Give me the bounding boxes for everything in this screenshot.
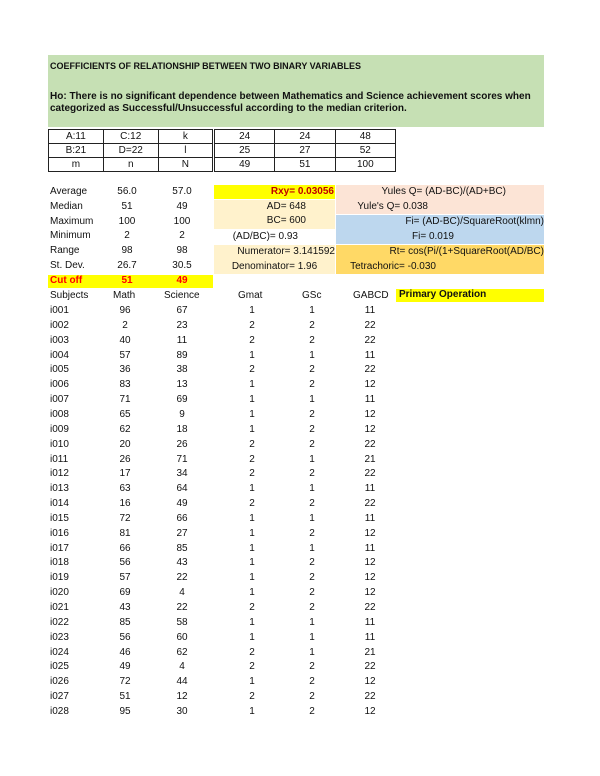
gsc-group: 2 xyxy=(309,334,315,346)
counts-cell: 24 xyxy=(275,130,335,144)
table-row xyxy=(0,350,600,364)
stat-label: Minimum xyxy=(50,230,91,242)
letters-cell: n xyxy=(103,158,158,172)
science-score: 27 xyxy=(176,527,188,539)
counts-cell: 24 xyxy=(215,130,275,144)
gmat-group: 2 xyxy=(249,438,255,450)
gmat-group: 2 xyxy=(249,319,255,331)
tetrachoric-value: Tetrachoric= -0.030 xyxy=(350,261,436,272)
counts-cell: 27 xyxy=(275,144,335,158)
gmat-group: 1 xyxy=(249,349,255,361)
subject-id: i002 xyxy=(50,319,69,331)
gsc-group: 2 xyxy=(309,587,315,599)
gsc-group: 2 xyxy=(309,319,315,331)
subject-id: i023 xyxy=(50,631,69,643)
gabcd-code: 11 xyxy=(364,616,376,628)
counts-cell: 25 xyxy=(215,144,275,158)
letters-cell: B:21 xyxy=(49,144,104,158)
table-row xyxy=(0,498,600,512)
header-gabcd: GABCD xyxy=(353,290,389,301)
gmat-group: 2 xyxy=(249,334,255,346)
bc-value: BC= 600 xyxy=(266,215,306,226)
stat-label: Maximum xyxy=(50,215,94,227)
header-subjects: Subjects xyxy=(50,290,89,301)
table-row xyxy=(0,409,600,423)
letters-row xyxy=(49,144,213,158)
gmat-group: 1 xyxy=(249,512,255,524)
science-score: 89 xyxy=(176,349,188,361)
gsc-group: 2 xyxy=(309,423,315,435)
gmat-group: 1 xyxy=(249,527,255,539)
letters-cell: D=22 xyxy=(103,144,158,158)
stat-math: 2 xyxy=(124,230,130,242)
gabcd-code: 11 xyxy=(364,631,376,643)
gabcd-code: 22 xyxy=(364,602,376,613)
science-score: 38 xyxy=(176,364,188,376)
gabcd-code: 12 xyxy=(364,587,376,599)
gmat-group: 1 xyxy=(249,408,255,420)
contingency-table-counts xyxy=(214,129,396,172)
table-row xyxy=(0,617,600,631)
header-gsc: GSc xyxy=(302,290,322,301)
table-row xyxy=(0,572,600,586)
gabcd-code: 11 xyxy=(364,542,376,554)
gmat-group: 1 xyxy=(249,305,255,316)
gmat-group: 2 xyxy=(249,468,255,480)
subject-id: i017 xyxy=(50,542,69,554)
gsc-group: 2 xyxy=(309,705,315,717)
math-score: 85 xyxy=(119,616,131,628)
counts-row xyxy=(215,144,396,158)
math-score: 57 xyxy=(119,572,131,584)
letters-row xyxy=(49,130,213,144)
stat-label: Median xyxy=(50,200,83,212)
subject-id: i028 xyxy=(50,705,69,717)
science-score: 12 xyxy=(176,691,188,703)
numerator-value: Numerator= 3.141592 xyxy=(237,246,335,257)
subject-id: i020 xyxy=(50,587,69,599)
gmat-group: 1 xyxy=(249,379,255,391)
subject-id: i004 xyxy=(50,349,69,361)
table-row xyxy=(0,557,600,571)
science-score: 71 xyxy=(176,453,188,465)
stat-math: 26.7 xyxy=(117,260,137,271)
table-row xyxy=(0,691,600,705)
science-score: 34 xyxy=(176,468,188,480)
gabcd-code: 22 xyxy=(364,319,376,331)
gabcd-code: 12 xyxy=(364,423,376,435)
science-score: 58 xyxy=(176,616,188,628)
science-score: 67 xyxy=(176,305,188,316)
gmat-group: 1 xyxy=(249,616,255,628)
table-row xyxy=(0,379,600,393)
subject-id: i007 xyxy=(50,394,69,406)
table-row xyxy=(0,543,600,557)
math-score: 49 xyxy=(119,661,131,673)
subject-id: i011 xyxy=(50,453,69,465)
math-score: 16 xyxy=(119,498,131,510)
gmat-group: 1 xyxy=(249,394,255,406)
gabcd-code: 12 xyxy=(364,408,376,420)
table-row xyxy=(0,513,600,527)
header-science: Science xyxy=(164,290,200,301)
science-score: 44 xyxy=(176,676,188,688)
table-row xyxy=(0,528,600,542)
stat-math: 98 xyxy=(121,245,133,257)
gmat-group: 1 xyxy=(249,676,255,688)
gabcd-code: 22 xyxy=(364,498,376,510)
subject-id: i022 xyxy=(50,616,69,628)
gabcd-code: 12 xyxy=(364,557,376,569)
math-score: 83 xyxy=(119,379,131,391)
counts-cell: 100 xyxy=(335,158,395,172)
gmat-group: 2 xyxy=(249,498,255,510)
gabcd-code: 21 xyxy=(364,453,376,465)
subject-id: i027 xyxy=(50,691,69,703)
table-row xyxy=(0,364,600,378)
table-row xyxy=(0,305,600,319)
gabcd-code: 12 xyxy=(364,572,376,584)
subject-id: i018 xyxy=(50,557,69,569)
science-score: 30 xyxy=(176,705,188,717)
gmat-group: 1 xyxy=(249,631,255,643)
gsc-group: 2 xyxy=(309,691,315,703)
gsc-group: 1 xyxy=(309,453,315,465)
gabcd-code: 11 xyxy=(364,394,376,406)
gabcd-code: 11 xyxy=(364,349,376,361)
science-score: 49 xyxy=(176,498,188,510)
subject-id: i009 xyxy=(50,423,69,435)
math-score: 81 xyxy=(119,527,131,539)
gabcd-code: 11 xyxy=(364,483,376,495)
cutoff-label: Cut off xyxy=(50,275,83,286)
stat-science: 49 xyxy=(176,200,188,212)
subject-id: i025 xyxy=(50,661,69,673)
table-row xyxy=(0,647,600,661)
table-row xyxy=(0,335,600,349)
table-row xyxy=(0,632,600,646)
gabcd-code: 11 xyxy=(364,512,376,524)
stat-label: Average xyxy=(50,186,88,197)
gsc-group: 2 xyxy=(309,661,315,673)
subject-id: i005 xyxy=(50,364,69,376)
gsc-group: 2 xyxy=(309,364,315,376)
counts-cell: 51 xyxy=(275,158,335,172)
science-score: 13 xyxy=(176,379,188,391)
gabcd-code: 12 xyxy=(364,705,376,717)
math-score: 66 xyxy=(119,542,131,554)
counts-cell: 48 xyxy=(335,130,395,144)
gsc-group: 1 xyxy=(309,305,315,316)
subject-id: i013 xyxy=(50,483,69,495)
gabcd-code: 12 xyxy=(364,379,376,391)
gmat-group: 1 xyxy=(249,705,255,717)
gsc-group: 2 xyxy=(309,438,315,450)
stat-math: 100 xyxy=(118,215,136,227)
gabcd-code: 12 xyxy=(364,676,376,688)
gsc-group: 2 xyxy=(309,676,315,688)
primary-operation-label: Primary Operation xyxy=(396,289,544,302)
denominator-value: Denominator= 1.96 xyxy=(231,261,318,272)
math-score: 40 xyxy=(119,334,131,346)
ad-value: AD= 648 xyxy=(266,201,306,212)
counts-row xyxy=(215,158,396,172)
yules-value: Yule's Q= 0.038 xyxy=(357,201,428,212)
gsc-group: 2 xyxy=(309,572,315,584)
math-score: 43 xyxy=(119,602,131,613)
gabcd-code: 22 xyxy=(364,661,376,673)
math-score: 72 xyxy=(119,512,131,524)
math-score: 96 xyxy=(119,305,131,316)
gabcd-code: 22 xyxy=(364,334,376,346)
gsc-group: 1 xyxy=(309,616,315,628)
table-row xyxy=(0,676,600,690)
gabcd-code: 22 xyxy=(364,364,376,376)
table-row xyxy=(0,587,600,601)
math-score: 36 xyxy=(119,364,131,376)
science-score: 22 xyxy=(176,602,188,613)
table-row xyxy=(0,439,600,453)
letters-cell: C:12 xyxy=(103,130,158,144)
table-row xyxy=(0,320,600,334)
stat-math: 51 xyxy=(121,200,133,212)
counts-cell: 52 xyxy=(335,144,395,158)
letters-cell: l xyxy=(158,144,212,158)
gsc-group: 1 xyxy=(309,512,315,524)
gmat-group: 2 xyxy=(249,453,255,465)
table-row xyxy=(0,602,600,616)
science-score: 26 xyxy=(176,438,188,450)
gmat-group: 2 xyxy=(249,661,255,673)
stat-label: Range xyxy=(50,245,80,257)
ad-bc-value: (AD/BC)= 0.93 xyxy=(232,231,298,242)
gsc-group: 1 xyxy=(309,646,315,658)
table-row xyxy=(0,394,600,408)
stat-science: 30.5 xyxy=(172,260,192,271)
page-title: COEFFICIENTS OF RELATIONSHIP BETWEEN TWO BINARY VARIABLES xyxy=(50,61,362,71)
gmat-group: 1 xyxy=(249,423,255,435)
subject-id: i008 xyxy=(50,408,69,420)
table-row xyxy=(0,454,600,468)
gsc-group: 1 xyxy=(309,349,315,361)
science-score: 9 xyxy=(179,408,185,420)
table-row xyxy=(0,706,600,720)
gabcd-code: 12 xyxy=(364,527,376,539)
table-row xyxy=(0,661,600,675)
stat-science: 100 xyxy=(173,215,191,227)
rxy-value: Rxy= 0.03056 xyxy=(270,186,334,197)
math-score: 63 xyxy=(119,483,131,495)
subject-id: i010 xyxy=(50,438,69,450)
science-score: 64 xyxy=(176,483,188,495)
science-score: 4 xyxy=(179,661,185,673)
gsc-group: 2 xyxy=(309,408,315,420)
gsc-group: 2 xyxy=(309,468,315,480)
math-score: 69 xyxy=(119,587,131,599)
subject-id: i019 xyxy=(50,572,69,584)
gsc-group: 1 xyxy=(309,483,315,495)
gmat-group: 1 xyxy=(249,542,255,554)
subject-id: i012 xyxy=(50,468,69,480)
science-score: 69 xyxy=(176,394,188,406)
math-score: 2 xyxy=(122,319,128,331)
subject-id: i003 xyxy=(50,334,69,346)
stat-math: 56.0 xyxy=(117,186,137,197)
stat-label: St. Dev. xyxy=(50,260,85,271)
subject-id: i021 xyxy=(50,602,69,613)
math-score: 46 xyxy=(119,646,131,658)
gmat-group: 1 xyxy=(249,572,255,584)
letters-cell: A:11 xyxy=(49,130,104,144)
stat-science: 2 xyxy=(179,230,185,242)
gsc-group: 2 xyxy=(309,379,315,391)
science-score: 43 xyxy=(176,557,188,569)
math-score: 56 xyxy=(119,631,131,643)
subject-id: i014 xyxy=(50,498,69,510)
science-score: 62 xyxy=(176,646,188,658)
header-gmat: Gmat xyxy=(238,290,263,301)
subject-id: i015 xyxy=(50,512,69,524)
cutoff-math: 51 xyxy=(121,275,133,286)
math-score: 71 xyxy=(119,394,131,406)
letters-cell: m xyxy=(49,158,104,172)
stat-science: 57.0 xyxy=(172,186,192,197)
subject-id: i001 xyxy=(50,305,69,316)
gabcd-code: 22 xyxy=(364,468,376,480)
table-row xyxy=(0,468,600,482)
math-score: 20 xyxy=(119,438,131,450)
math-score: 65 xyxy=(119,408,131,420)
science-score: 85 xyxy=(176,542,188,554)
fi-value: Fi= 0.019 xyxy=(412,231,454,242)
letters-cell: k xyxy=(158,130,212,144)
math-score: 17 xyxy=(119,468,131,480)
gmat-group: 2 xyxy=(249,364,255,376)
header-math: Math xyxy=(113,290,136,301)
gmat-group: 2 xyxy=(249,602,255,613)
gmat-group: 1 xyxy=(249,483,255,495)
science-score: 23 xyxy=(176,319,188,331)
cutoff-science: 49 xyxy=(176,275,188,286)
science-score: 11 xyxy=(176,334,188,346)
gabcd-code: 11 xyxy=(364,305,376,316)
gsc-group: 2 xyxy=(309,557,315,569)
gsc-group: 1 xyxy=(309,394,315,406)
math-score: 26 xyxy=(119,453,131,465)
gmat-group: 2 xyxy=(249,691,255,703)
science-score: 22 xyxy=(176,572,188,584)
subject-id: i006 xyxy=(50,379,69,391)
contingency-table-letters xyxy=(48,129,213,172)
gsc-group: 2 xyxy=(309,498,315,510)
counts-row xyxy=(215,130,396,144)
science-score: 66 xyxy=(176,512,188,524)
gmat-group: 1 xyxy=(249,587,255,599)
gsc-group: 1 xyxy=(309,542,315,554)
gabcd-code: 21 xyxy=(364,646,376,658)
math-score: 56 xyxy=(119,557,131,569)
gmat-group: 1 xyxy=(249,557,255,569)
letters-cell: N xyxy=(158,158,212,172)
subject-id: i026 xyxy=(50,676,69,688)
table-row xyxy=(0,483,600,497)
stat-science: 98 xyxy=(176,245,188,257)
science-score: 60 xyxy=(176,631,188,643)
math-score: 62 xyxy=(119,423,131,435)
science-score: 4 xyxy=(179,587,185,599)
gsc-group: 1 xyxy=(309,631,315,643)
math-score: 95 xyxy=(119,705,131,717)
math-score: 57 xyxy=(119,349,131,361)
math-score: 51 xyxy=(119,691,131,703)
fi-formula: Fi= (AD-BC)/SquareRoot(klmn) xyxy=(405,216,544,227)
hypothesis-text: Ho: There is no significant dependence between Mathematics and Science achievement scores when categorized as Successful/Unsuccessful according to the median criterion. xyxy=(50,91,531,114)
letters-row xyxy=(49,158,213,172)
subject-id: i024 xyxy=(50,646,69,658)
table-row xyxy=(0,424,600,438)
yules-formula: Yules Q= (AD-BC)/(AD+BC) xyxy=(381,186,506,197)
rt-formula: Rt= cos(Pi/(1+SquareRoot(AD/BC) xyxy=(389,246,544,257)
gabcd-code: 22 xyxy=(364,691,376,703)
subject-id: i016 xyxy=(50,527,69,539)
science-score: 18 xyxy=(176,423,188,435)
gsc-group: 2 xyxy=(309,527,315,539)
gmat-group: 2 xyxy=(249,646,255,658)
math-score: 72 xyxy=(119,676,131,688)
counts-cell: 49 xyxy=(215,158,275,172)
gsc-group: 2 xyxy=(309,602,315,613)
gabcd-code: 22 xyxy=(364,438,376,450)
